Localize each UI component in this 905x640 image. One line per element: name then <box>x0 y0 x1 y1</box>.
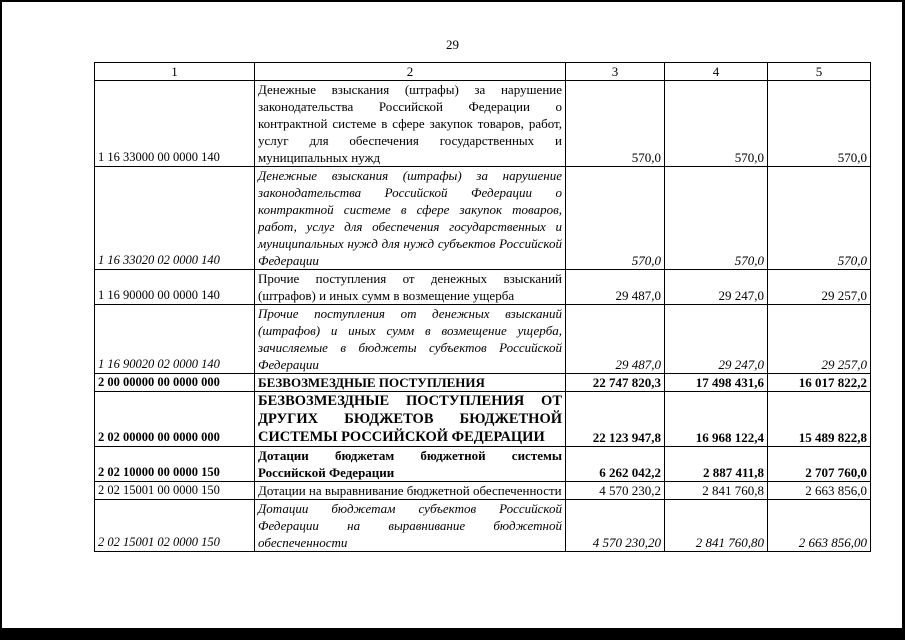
cell-value-col-4: 16 968 122,4 <box>665 392 768 447</box>
cell-name: Денежные взыскания (штрафы) за нарушение законодательства Российской Федерации о контрактной системе в сфере закупок товаров, работ, услуг для обеспечения государственных и муниципальных нужд для нужд субъектов Российской Федерации <box>255 167 566 270</box>
cell-value-col-4: 2 887 411,8 <box>665 447 768 482</box>
cell-code: 2 02 00000 00 0000 000 <box>95 392 255 447</box>
cell-name: Денежные взыскания (штрафы) за нарушение законодательства Российской Федерации о контрактной системе в сфере закупок товаров, работ, услуг для обеспечения государственных и муниципальных нужд <box>255 81 566 167</box>
cell-code: 1 16 33000 00 0000 140 <box>95 81 255 167</box>
cell-value-col-4: 29 247,0 <box>665 270 768 305</box>
budget-revenue-table <box>94 62 871 552</box>
table-row <box>95 270 871 305</box>
cell-value-col-4: 570,0 <box>665 167 768 270</box>
cell-code: 2 02 15001 00 0000 150 <box>95 482 255 500</box>
page-frame-bottom <box>0 628 905 640</box>
cell-value-col-3: 4 570 230,2 <box>566 482 665 500</box>
table-row <box>95 305 871 374</box>
cell-value-col-4: 29 247,0 <box>665 305 768 374</box>
cell-name: БЕЗВОЗМЕЗДНЫЕ ПОСТУПЛЕНИЯ ОТ ДРУГИХ БЮДЖЕТОВ БЮДЖЕТНОЙ СИСТЕМЫ РОССИЙСКОЙ ФЕДЕРАЦИИ <box>255 392 566 447</box>
cell-value-col-5: 29 257,0 <box>768 305 871 374</box>
cell-name: Прочие поступления от денежных взысканий (штрафов) и иных сумм в возмещение ущерба <box>255 270 566 305</box>
cell-value-col-3: 6 262 042,2 <box>566 447 665 482</box>
cell-value-col-5: 16 017 822,2 <box>768 374 871 392</box>
table-header-row <box>95 63 871 81</box>
cell-code: 1 16 90020 02 0000 140 <box>95 305 255 374</box>
table-row <box>95 482 871 500</box>
cell-name: Дотации бюджетам субъектов Российской Федерации на выравнивание бюджетной обеспеченности <box>255 500 566 552</box>
cell-value-col-5: 2 663 856,00 <box>768 500 871 552</box>
header-col-4: 4 <box>665 63 768 81</box>
cell-value-col-5: 2 663 856,0 <box>768 482 871 500</box>
cell-value-col-5: 29 257,0 <box>768 270 871 305</box>
table-row <box>95 447 871 482</box>
table-row <box>95 167 871 270</box>
cell-value-col-3: 22 747 820,3 <box>566 374 665 392</box>
cell-value-col-5: 15 489 822,8 <box>768 392 871 447</box>
header-col-1: 1 <box>95 63 255 81</box>
cell-value-col-5: 570,0 <box>768 81 871 167</box>
cell-code: 1 16 90000 00 0000 140 <box>95 270 255 305</box>
table-row <box>95 81 871 167</box>
page-number: 29 <box>446 37 459 52</box>
page-frame-top <box>0 0 905 2</box>
cell-value-col-3: 22 123 947,8 <box>566 392 665 447</box>
cell-name: Прочие поступления от денежных взысканий (штрафов) и иных сумм в возмещение ущерба, зачисляемые в бюджеты субъектов Российской Федерации <box>255 305 566 374</box>
cell-value-col-4: 2 841 760,80 <box>665 500 768 552</box>
cell-value-col-5: 2 707 760,0 <box>768 447 871 482</box>
cell-value-col-3: 570,0 <box>566 167 665 270</box>
table-row <box>95 500 871 552</box>
cell-code: 2 00 00000 00 0000 000 <box>95 374 255 392</box>
cell-value-col-4: 2 841 760,8 <box>665 482 768 500</box>
cell-value-col-5: 570,0 <box>768 167 871 270</box>
cell-name: БЕЗВОЗМЕЗДНЫЕ ПОСТУПЛЕНИЯ <box>255 374 566 392</box>
cell-value-col-3: 29 487,0 <box>566 305 665 374</box>
page-frame-left <box>0 0 2 640</box>
header-col-3: 3 <box>566 63 665 81</box>
cell-code: 2 02 10000 00 0000 150 <box>95 447 255 482</box>
table-row <box>95 374 871 392</box>
header-col-2: 2 <box>255 63 566 81</box>
header-col-5: 5 <box>768 63 871 81</box>
cell-code: 2 02 15001 02 0000 150 <box>95 500 255 552</box>
cell-name: Дотации на выравнивание бюджетной обеспеченности <box>255 482 566 500</box>
table-row <box>95 392 871 447</box>
cell-value-col-3: 29 487,0 <box>566 270 665 305</box>
cell-value-col-3: 4 570 230,20 <box>566 500 665 552</box>
cell-name: Дотации бюджетам бюджетной системы Российской Федерации <box>255 447 566 482</box>
cell-value-col-3: 570,0 <box>566 81 665 167</box>
cell-code: 1 16 33020 02 0000 140 <box>95 167 255 270</box>
cell-value-col-4: 570,0 <box>665 81 768 167</box>
cell-value-col-4: 17 498 431,6 <box>665 374 768 392</box>
